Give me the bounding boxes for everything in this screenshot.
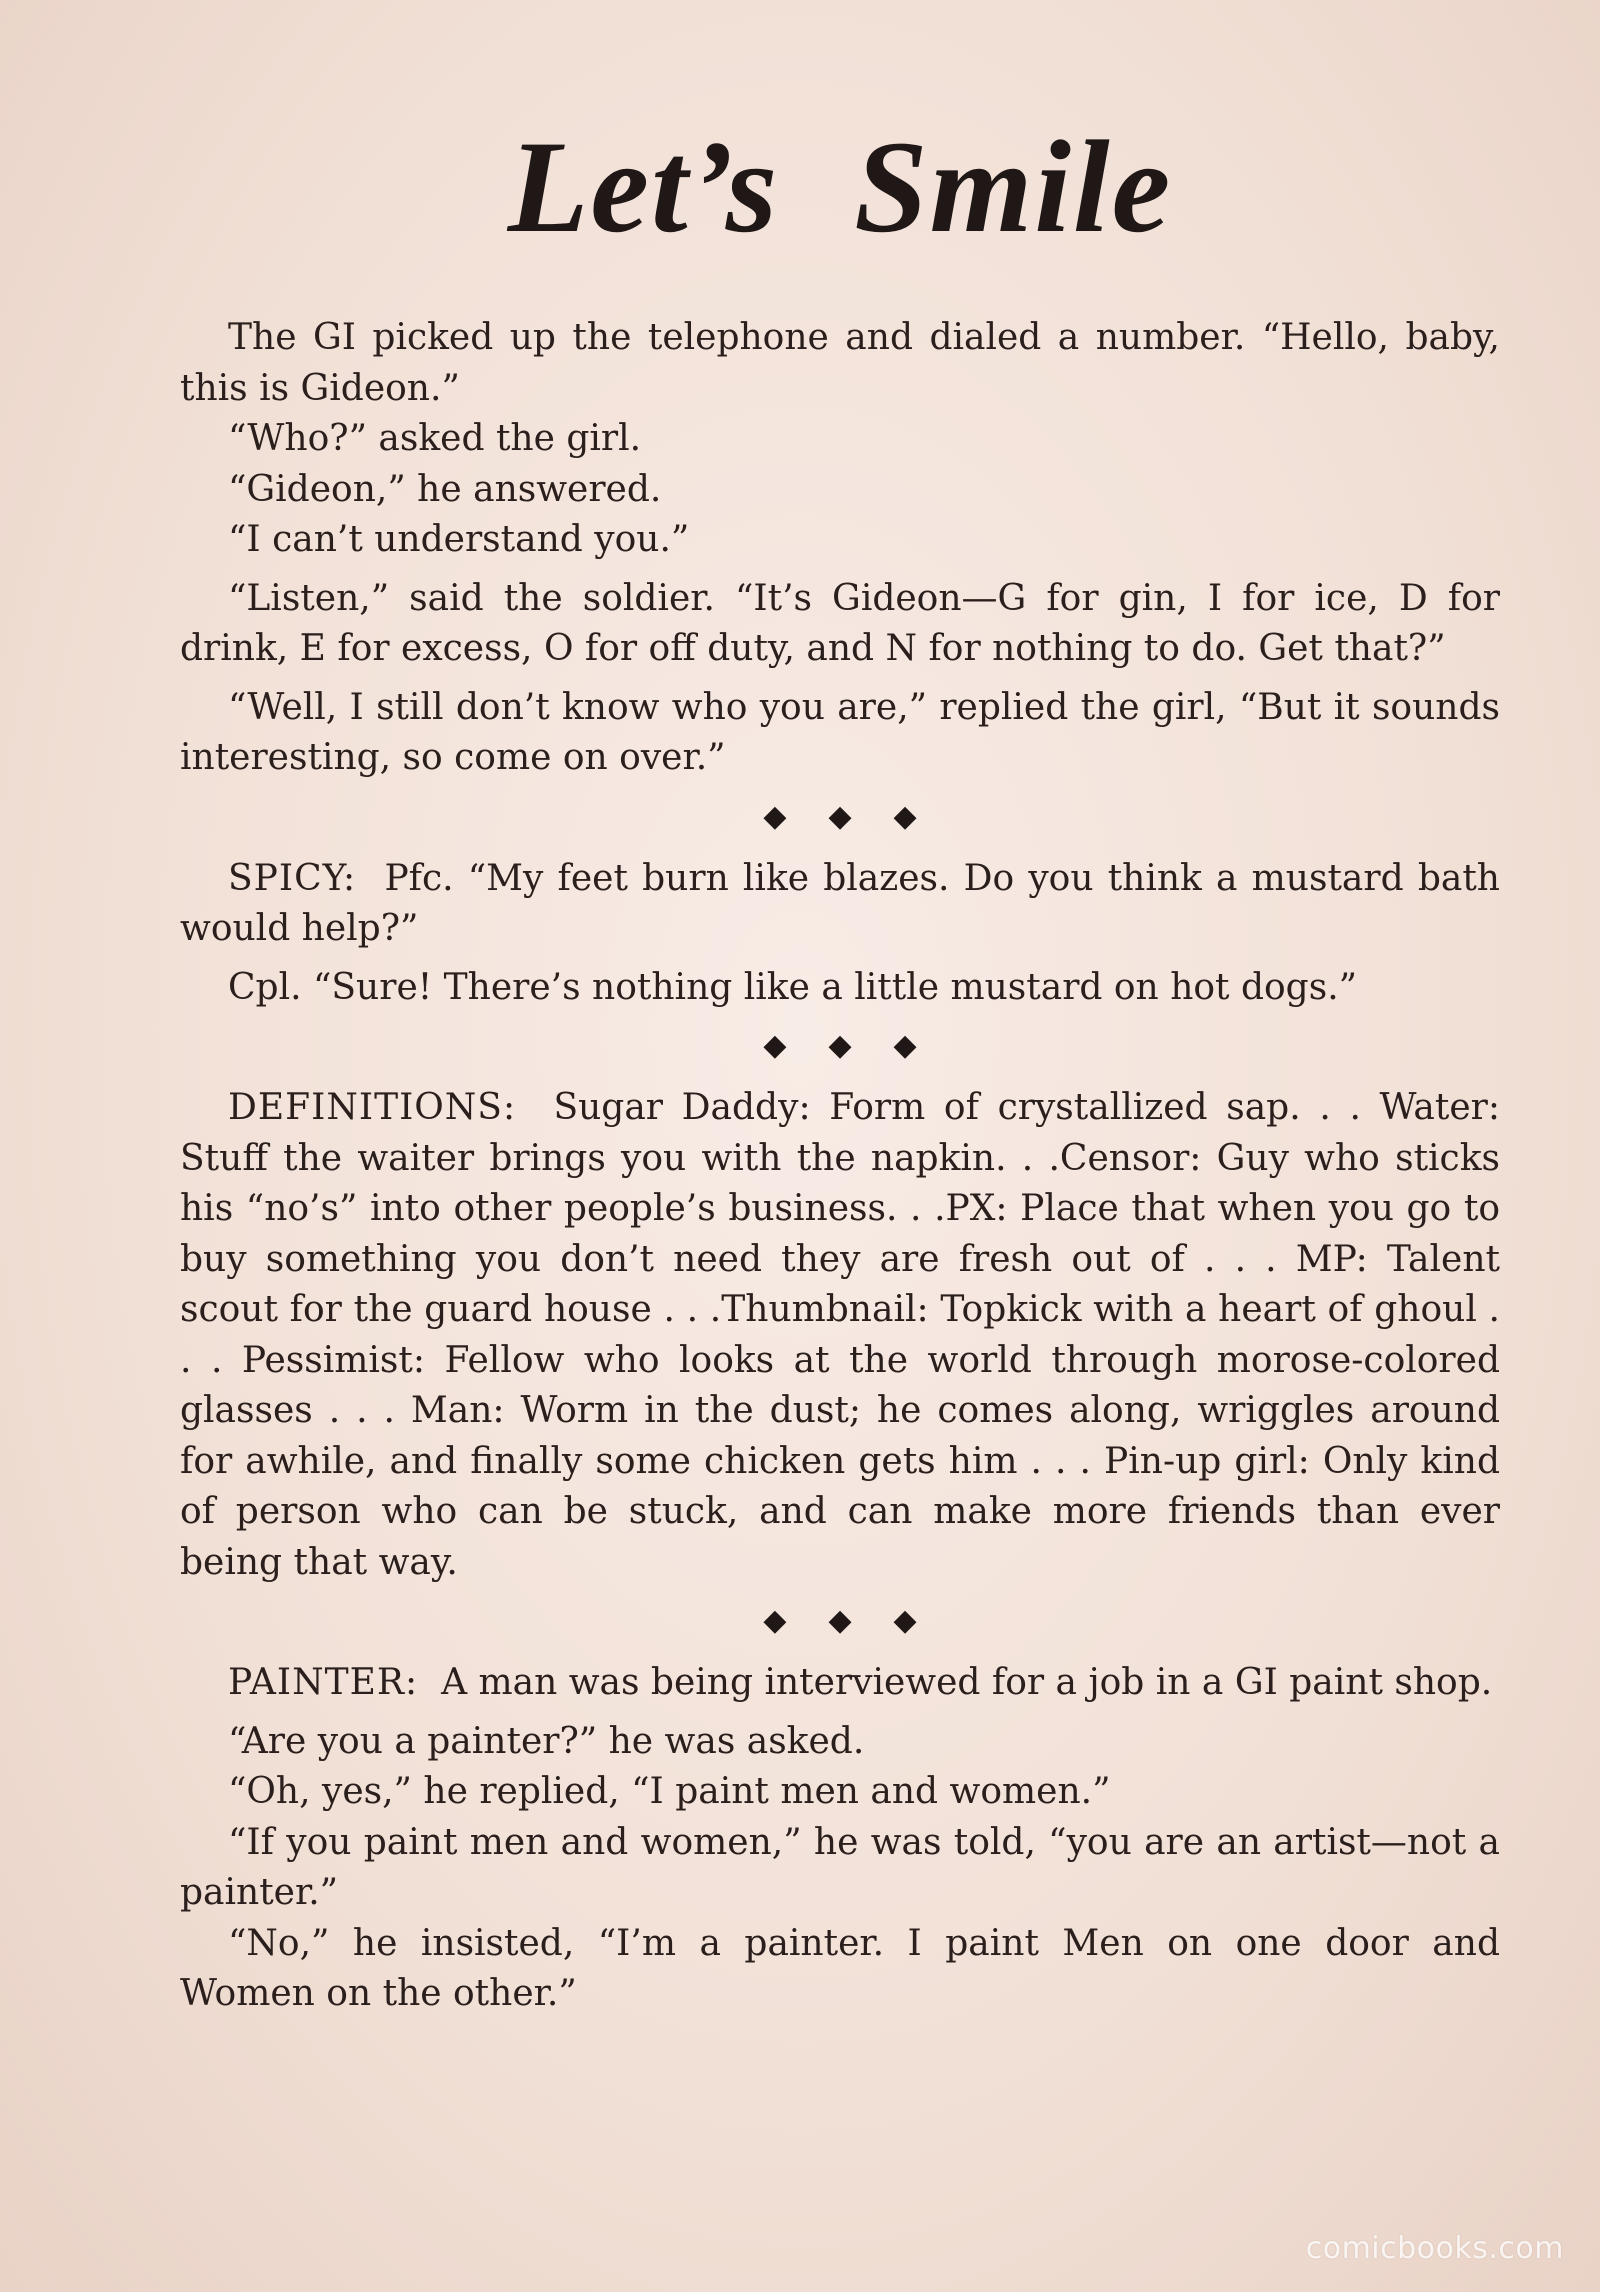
section-separator: ◆◆◆ — [763, 1603, 959, 1638]
section-separator: ◆◆◆ — [763, 1028, 959, 1063]
joke-painter — [180, 1658, 1500, 2020]
paragraph: Cpl. “Sure! There’s nothing like a little mustard on hot dogs.” — [228, 966, 1358, 1008]
page-title: Let’s Smile — [507, 113, 1173, 260]
paragraph: “Are you a painter?” he was asked. — [228, 1720, 865, 1762]
joke-spicy — [180, 854, 1500, 1014]
paragraph: “I can’t understand you.” — [228, 519, 690, 560]
paragraph: “Well, I still don’t know who you are,” replied the girl, “But it sounds interesting, so come on over.” — [180, 686, 1500, 778]
joke-gideon — [180, 313, 1500, 784]
watermark: comicbooks.com — [1305, 2231, 1564, 2266]
paragraph: “Gideon,” he answered. — [228, 468, 662, 510]
section-label: SPICY: — [228, 857, 357, 899]
paragraph: “No,” he insisted, “I’m a painter. I paint Men on one door and Women on the other.” — [180, 1922, 1500, 2014]
paragraph: Sugar Daddy: Form of crystallized sap. . . Water: Stuff the waiter brings you with the napkin. . .Censor: Guy who sticks his “no’s” into other people’s business. . .PX: Place that when you go to buy something you don’t need they are fresh out of . . . MP: Talent scout for the guard house . . .Thumbnail: Topkick with a heart of ghoul . . . Pessimist: Fellow who looks at the world through morose-colored glasses . . . Man: Worm in the dust; he comes along, wriggles around for awhile, and finally some chicken gets him . . . Pin-up girl: Only kind of person who can be stuck, and can make more friends than ever being that way. — [180, 1087, 1501, 1583]
paragraph: A man was being interviewed for a job in a GI paint shop. — [441, 1662, 1493, 1703]
paragraph: “Who?” asked the girl. — [228, 418, 642, 459]
section-separator: ◆◆◆ — [763, 798, 959, 834]
paragraph: “Listen,” said the soldier. “It’s Gideon—G for gin, I for ice, D for drink, E for excess, O for off duty, and N for nothing to do. Get that?” — [180, 577, 1500, 669]
page-content — [180, 110, 1500, 2020]
section-label: PAINTER: — [228, 1662, 419, 1703]
joke-definitions — [180, 1083, 1500, 1588]
section-label: DEFINITIONS: — [228, 1087, 517, 1128]
paragraph: “Oh, yes,” he replied, “I paint men and women.” — [228, 1771, 1111, 1812]
paragraph: Pfc. “My feet burn like blazes. Do you think a mustard bath would help?” — [180, 857, 1500, 949]
paragraph: “If you paint men and women,” he was told, “you are an artist—not a painter.” — [180, 1821, 1500, 1913]
paragraph: The GI picked up the telephone and dialed a number. “Hello, baby, this is Gideon.” — [180, 317, 1500, 409]
